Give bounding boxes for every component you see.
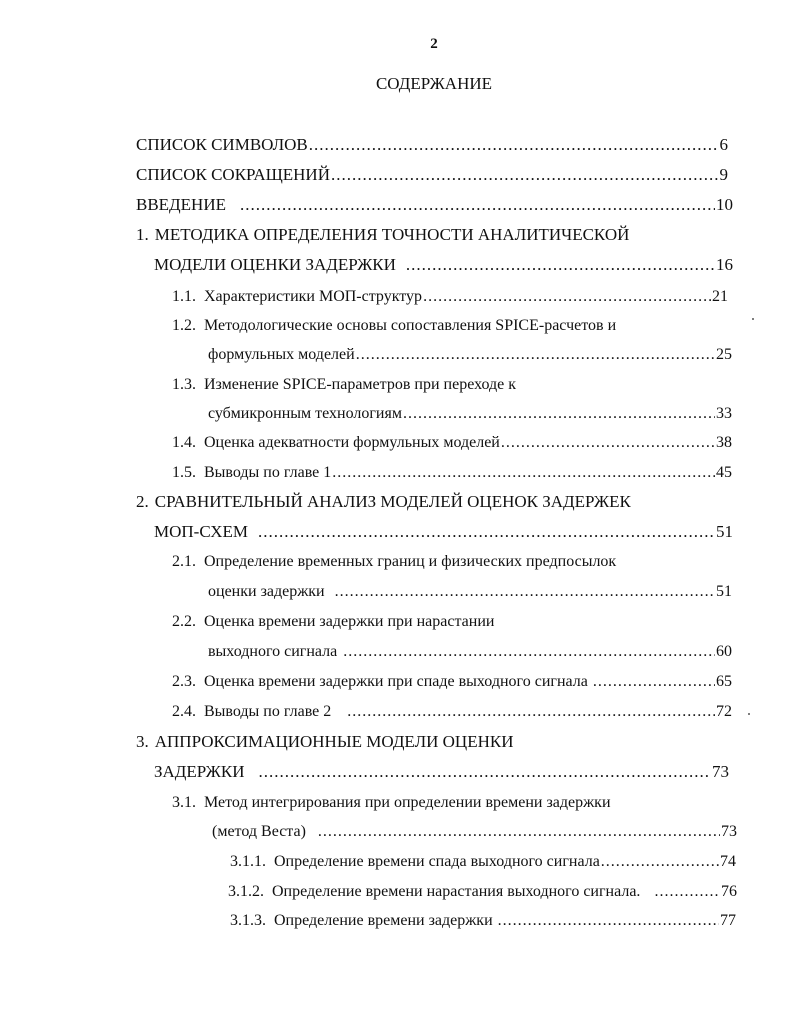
toc-section-1-4 [172,433,732,455]
dot-leader [654,882,720,902]
dot-leader [498,911,719,931]
toc-chapter-2-continued [154,522,733,544]
toc-page-number: 72 [716,703,732,720]
dot-leader [423,287,711,307]
toc-page-number: 9 [719,165,728,184]
toc-section-1-1 [172,287,728,309]
toc-section-2-1-continued [208,582,732,604]
dot-leader [332,463,715,483]
toc-page-number: 65 [716,673,732,690]
toc-entry-number: 1.3. [172,376,196,393]
toc-section-2-4 [172,702,732,724]
toc-subsection-3-1-1 [230,852,736,874]
toc-page-number: 16 [716,255,733,274]
toc-entry-number: 2. [136,492,149,511]
toc-section-3-1-continued [212,822,737,844]
dot-leader [501,433,715,453]
toc-chapter-3-continued [154,762,729,784]
toc-page-number: 77 [720,912,736,929]
toc-entry-title: Метод интегрирования при определении времени задержки [204,794,611,811]
dot-leader [318,822,720,842]
toc-page-number: 45 [716,464,732,481]
toc-chapter-1 [136,225,736,247]
toc-subsection-3-1-2 [228,882,737,904]
toc-entry-title-continued: МОП-СХЕМ [154,522,249,541]
scan-speck [752,318,754,320]
toc-page-number: 74 [720,853,736,870]
toc-entry-title: Оценка времени задержки при спаде выходного сигнала [204,673,588,690]
toc-section-3-1 [172,793,732,815]
toc-entry-title-continued: (метод Веста) [212,823,306,840]
toc-page-number: 6 [719,135,728,154]
toc-chapter-2 [136,492,736,514]
dot-leader [593,672,715,692]
dot-leader [347,702,715,722]
toc-entry-number: 3.1.1. [230,853,266,870]
toc-entry-title-continued: оценки задержки [208,583,325,600]
toc-entry-title: ВВЕДЕНИЕ [136,195,226,214]
page-number: 2 [430,36,438,52]
scan-speck [748,713,750,715]
toc-page-number: 73 [712,762,729,781]
toc-entry-title: Характеристики МОП-структур [204,288,423,305]
toc-entry-number: 2.4. [172,703,196,720]
toc-entry-title-continued: формульных моделей [208,346,355,363]
toc-entry-title: МЕТОДИКА ОПРЕДЕЛЕНИЯ ТОЧНОСТИ АНАЛИТИЧЕСКОЙ [154,225,630,244]
dot-leader [403,404,715,424]
toc-entry-number: 1.4. [172,434,196,451]
toc-entry-title: СРАВНИТЕЛЬНЫЙ АНАЛИЗ МОДЕЛЕЙ ОЦЕНОК ЗАДЕРЖЕК [154,492,631,511]
dot-leader [258,762,711,782]
toc-chapter-3 [136,732,736,754]
toc-section-1-2 [172,316,732,338]
toc-entry-title: СПИСОК СИМВОЛОВ [136,135,308,154]
toc-section-2-2 [172,612,732,634]
toc-chapter-1-continued [154,255,733,277]
toc-entry-number: 3.1.2. [228,883,264,900]
toc-entry-title-continued: МОДЕЛИ ОЦЕНКИ ЗАДЕРЖКИ [154,255,396,274]
dot-leader [331,165,719,185]
toc-page-number: 33 [716,405,732,422]
toc-entry-title: Определение временных границ и физических предпосылок [204,553,617,570]
toc-page-number: 51 [716,583,732,600]
toc-entry-symbols [136,135,728,157]
toc-section-2-3 [172,672,732,694]
dot-leader [258,522,715,542]
toc-entry-title: Методологические основы сопоставления SPICE-расчетов и [204,317,617,334]
toc-entry-title: АППРОКСИМАЦИОННЫЕ МОДЕЛИ ОЦЕНКИ [154,732,514,751]
toc-entry-title: Оценка времени задержки при нарастании [204,613,495,630]
document-title: СОДЕРЖАНИЕ [375,74,493,93]
toc-entry-introduction [136,195,733,217]
toc-page-number: 10 [716,195,733,214]
toc-entry-title: Оценка адекватности формульных моделей [204,434,500,451]
toc-entry-number: 3.1. [172,794,196,811]
toc-entry-title: СПИСОК СОКРАЩЕНИЙ [136,165,330,184]
toc-subsection-3-1-3 [230,911,736,933]
toc-section-1-3-continued [208,404,732,426]
toc-entry-number: 2.3. [172,673,196,690]
dot-leader [309,135,719,155]
toc-page-number: 25 [716,346,732,363]
toc-entry-number: 1.1. [172,288,196,305]
toc-entry-title-continued: ЗАДЕРЖКИ [154,762,245,781]
toc-page-number: 38 [716,434,732,451]
toc-entry-number: 1. [136,225,149,244]
toc-section-1-3 [172,375,732,397]
toc-entry-number: 2.2. [172,613,196,630]
toc-entry-title: Определение времени задержки [274,912,493,929]
toc-entry-title-continued: выходного сигнала [208,643,338,660]
toc-entry-number: 3.1.3. [230,912,266,929]
dot-leader [240,195,715,215]
toc-page-number: 73 [721,823,737,840]
toc-section-2-1 [172,552,732,574]
toc-entry-number: 3. [136,732,149,751]
toc-entry-number: 1.5. [172,464,196,481]
toc-page-number: 51 [716,522,733,541]
toc-section-1-2-continued [208,345,732,367]
toc-entry-number: 2.1. [172,553,196,570]
toc-entry-title: Изменение SPICE-параметров при переходе к [204,376,517,393]
dot-leader [601,852,719,872]
toc-entry-title-continued: субмикронным технологиям [208,405,402,422]
toc-section-2-2-continued [208,642,732,664]
toc-entry-title: Определение времени нарастания выходного сигнала. [272,883,641,900]
dot-leader [356,345,715,365]
toc-entry-title: Выводы по главе 2 [204,703,332,720]
toc-page-number: 21 [712,288,728,305]
toc-section-1-5 [172,463,732,485]
toc-page-number: 76 [721,883,737,900]
toc-entry-title: Определение времени спада выходного сигнала [274,853,600,870]
toc-entry-abbreviations [136,165,728,187]
dot-leader [406,255,715,275]
toc-entry-number: 1.2. [172,317,196,334]
toc-page-number: 60 [716,643,732,660]
toc-entry-title: Выводы по главе 1 [204,464,332,481]
dot-leader [343,642,715,662]
dot-leader [335,582,715,602]
